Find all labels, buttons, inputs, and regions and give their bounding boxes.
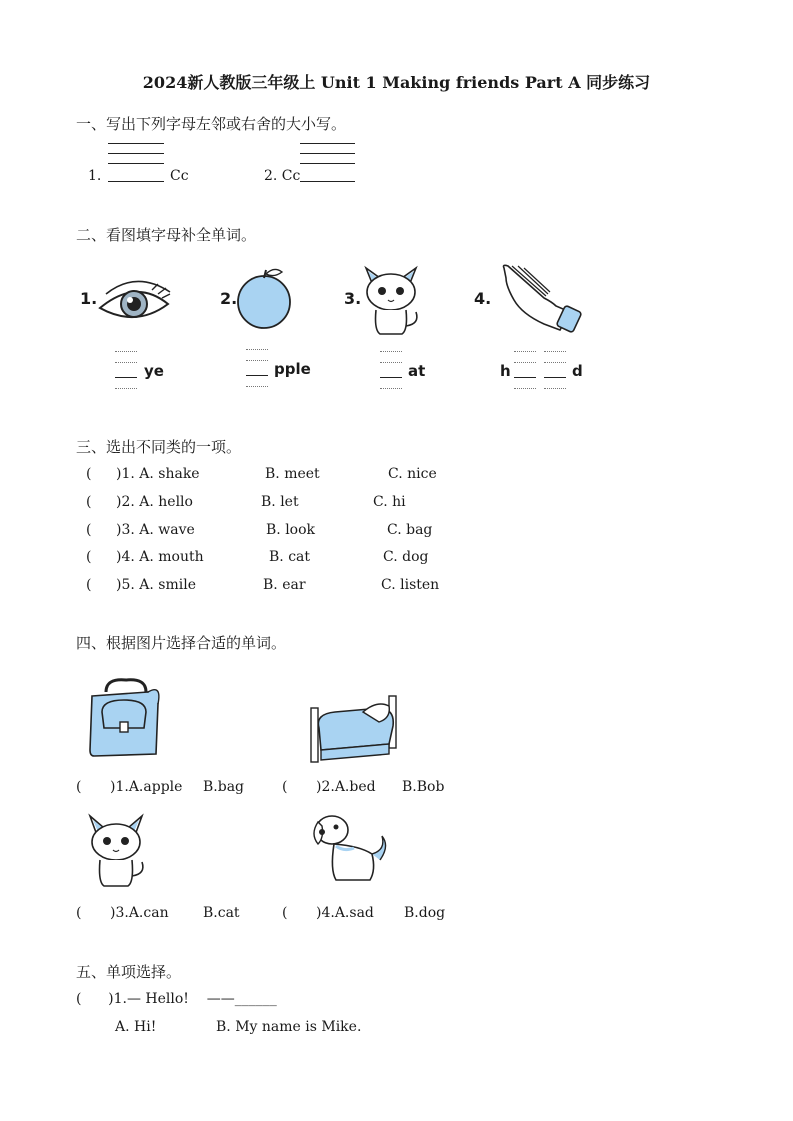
dotted-line [380,362,402,363]
question-option-a: )1. A. shake [116,466,200,482]
question-option-a: )3. A. wave [116,522,195,538]
question-option-c: C. nice [388,466,437,482]
item-1-letter: Cc [170,168,189,184]
dog-icon [310,810,390,886]
question-option-b: B. let [261,494,299,510]
dotted-line [246,360,268,361]
answer-line [108,163,164,164]
dotted-line [246,349,268,350]
question-option-a: )5. A. smile [116,577,196,593]
dotted-line [115,351,137,352]
question-option-b: B.cat [203,905,240,921]
question-option-b: B. cat [269,549,311,565]
answer-line [108,153,164,154]
answer-paren: ( [76,905,82,921]
picture-number: 4. [474,289,492,308]
option-b: B. My name is Mike. [216,1019,362,1035]
option-a: A. Hi! [115,1019,157,1035]
picture-number: 2. [220,289,238,308]
word-suffix: ye [144,362,164,380]
apple-icon [236,266,296,332]
dotted-line [380,351,402,352]
answer-line [544,377,566,378]
picture-number: 3. [344,289,362,308]
dotted-line [514,388,536,389]
dotted-line [544,388,566,389]
dotted-line [544,362,566,363]
dotted-line [514,362,536,363]
answer-line [108,143,164,144]
question-option-b: B.Bob [402,779,445,795]
cat-icon [358,258,424,338]
answer-paren: ( [86,577,92,593]
answer-paren: ( [86,522,92,538]
answer-paren: ( [86,466,92,482]
answer-paren: ( [282,779,288,795]
section-1-heading: 一、写出下列字母左邻或右舍的大小写。 [76,115,347,133]
item-2-number: 2. Cc [264,168,301,184]
dotted-line [246,386,268,387]
answer-paren: ( [86,494,92,510]
question-option-c: C. listen [381,577,440,593]
answer-line [300,143,355,144]
answer-line [300,181,355,182]
answer-paren: ( [86,549,92,565]
answer-line [300,153,355,154]
cat-icon [84,810,150,890]
page-title: 2024新人教版三年级上 Unit 1 Making friends Part A 同步练习 [142,73,651,92]
question-option-b: B. meet [265,466,320,482]
dotted-line [544,351,566,352]
question-option-a: )1.A.apple [110,779,183,795]
word-suffix: d [572,362,583,380]
question-option-b: B. look [266,522,316,538]
section-2-heading: 二、看图填字母补全单词。 [76,226,257,244]
question-option-b: B. ear [263,577,306,593]
question-option-b: B.bag [203,779,245,795]
answer-paren: ( [76,779,82,795]
question-option-a: )2. A. hello [116,494,193,510]
word-prefix: h [500,362,511,380]
question-option-c: C. bag [387,522,433,538]
section-3-heading: 三、选出不同类的一项。 [76,438,242,456]
dotted-line [514,351,536,352]
eye-icon [96,270,176,326]
answer-line [300,163,355,164]
dotted-line [115,362,137,363]
answer-line [514,377,536,378]
question-1: ( )1.— Hello! ——______ [76,991,277,1007]
question-option-c: C. hi [373,494,406,510]
bed-icon [305,688,405,764]
word-suffix: pple [274,360,311,378]
question-option-a: )3.A.can [110,905,169,921]
question-option-c: C. dog [383,549,429,565]
answer-line [246,375,268,376]
section-4-heading: 四、根据图片选择合适的单词。 [76,634,287,652]
question-option-a: )4. A. mouth [116,549,204,565]
section-5-heading: 五、单项选择。 [76,963,182,981]
question-option-a: )4.A.sad [316,905,374,921]
answer-line [380,377,402,378]
word-suffix: at [408,362,426,380]
answer-line [108,181,164,182]
question-option-a: )2.A.bed [316,779,376,795]
hand-icon [500,262,584,334]
item-1-number: 1. [88,168,102,184]
picture-number: 1. [80,289,98,308]
answer-line [115,377,137,378]
question-option-b: B.dog [404,905,446,921]
dotted-line [380,388,402,389]
dotted-line [115,388,137,389]
answer-paren: ( [282,905,288,921]
backpack-icon [86,678,164,758]
